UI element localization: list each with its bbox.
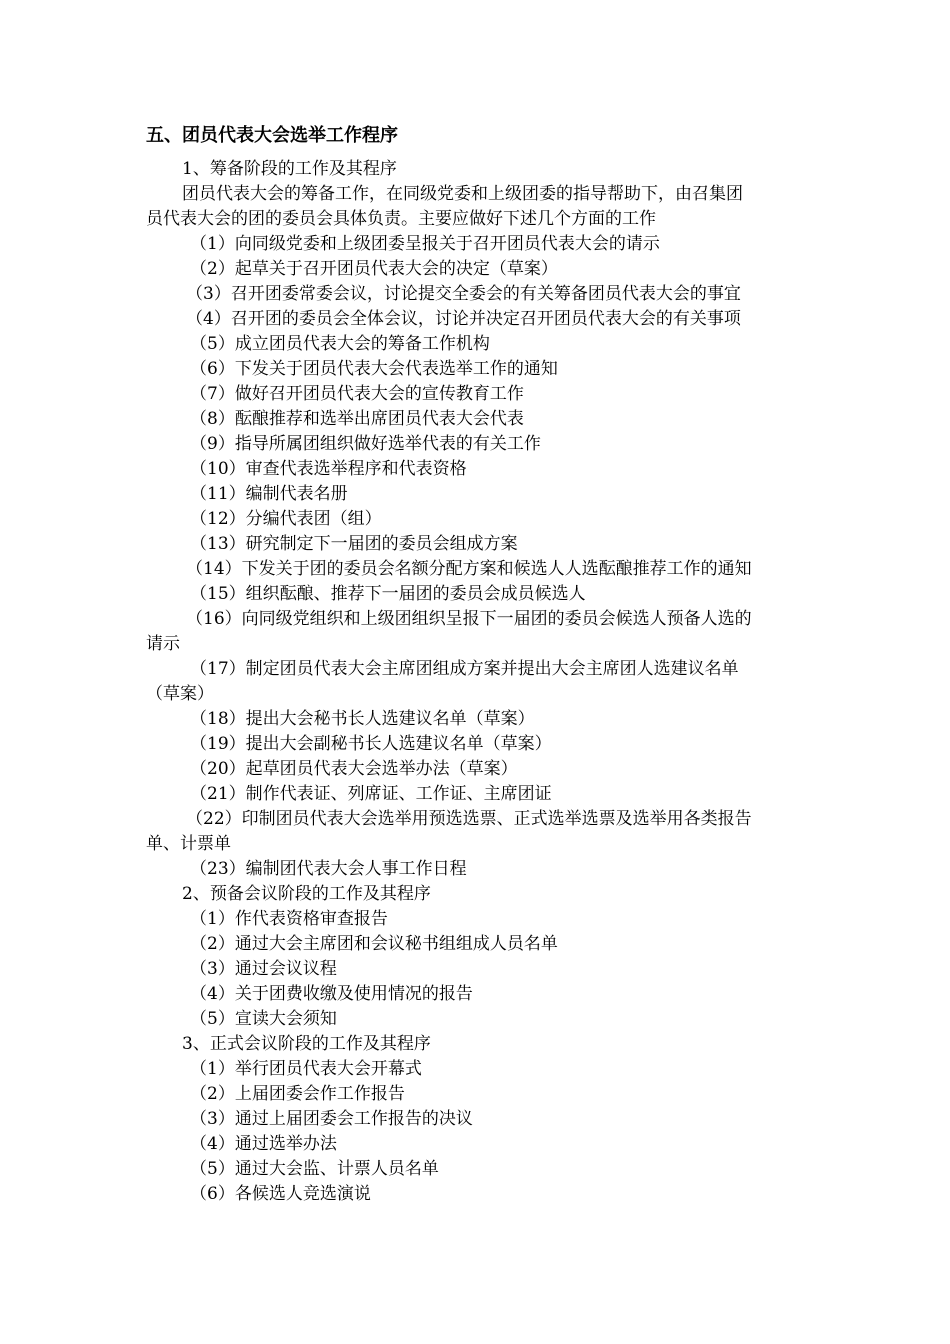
document-body <box>146 157 810 1207</box>
list-item: （21）制作代表证、列席证、工作证、主席团证 <box>190 784 552 804</box>
list-item: （14）下发关于团的委员会名额分配方案和候选人人选酝酿推荐工作的通知 <box>186 559 752 579</box>
text-line: 请示 <box>146 634 180 654</box>
subsection-heading: 3、正式会议阶段的工作及其程序 <box>182 1034 431 1054</box>
list-item: （4）关于团费收缴及使用情况的报告 <box>190 984 473 1004</box>
list-item: （13）研究制定下一届团的委员会组成方案 <box>190 534 518 554</box>
list-item: （2）通过大会主席团和会议秘书组组成人员名单 <box>190 934 558 954</box>
list-item: （16）向同级党组织和上级团组织呈报下一届团的委员会候选人预备人选的 <box>186 609 752 629</box>
list-item: （3）召开团委常委会议，讨论提交全委会的有关筹备团员代表大会的事宜 <box>186 284 741 304</box>
list-item: （18）提出大会秘书长人选建议名单（草案） <box>190 709 535 729</box>
list-item: （1）作代表资格审查报告 <box>190 909 388 929</box>
list-item: （15）组织酝酿、推荐下一届团的委员会成员候选人 <box>190 584 586 604</box>
list-item: （7）做好召开团员代表大会的宣传教育工作 <box>190 384 524 404</box>
list-item: （8）酝酿推荐和选举出席团员代表大会代表 <box>190 409 524 429</box>
list-item: （11）编制代表名册 <box>190 484 348 504</box>
list-item: （6）下发关于团员代表大会代表选举工作的通知 <box>190 359 558 379</box>
list-item: （4）通过选举办法 <box>190 1134 337 1154</box>
list-item: （2）上届团委会作工作报告 <box>190 1084 405 1104</box>
subsection-heading: 2、预备会议阶段的工作及其程序 <box>182 884 431 904</box>
list-item: （19）提出大会副秘书长人选建议名单（草案） <box>190 734 552 754</box>
list-item: （1）向同级党委和上级团委呈报关于召开团员代表大会的请示 <box>190 234 660 254</box>
list-item: （4）召开团的委员会全体会议，讨论并决定召开团员代表大会的有关事项 <box>186 309 741 329</box>
list-item: （3）通过上届团委会工作报告的决议 <box>190 1109 473 1129</box>
list-item: （3）通过会议议程 <box>190 959 337 979</box>
list-item: （1）举行团员代表大会开幕式 <box>190 1059 422 1079</box>
list-item: （9）指导所属团组织做好选举代表的有关工作 <box>190 434 541 454</box>
list-item: （22）印制团员代表大会选举用预选选票、正式选举选票及选举用各类报告 <box>186 809 752 829</box>
subsection-heading: 1、筹备阶段的工作及其程序 <box>182 159 397 179</box>
text-line: 单、计票单 <box>146 834 231 854</box>
paragraph-line: 团员代表大会的筹备工作，在同级党委和上级团委的指导帮助下，由召集团 <box>182 184 743 204</box>
list-item: （23）编制团代表大会人事工作日程 <box>190 859 467 879</box>
list-item: （10）审查代表选举程序和代表资格 <box>190 459 467 479</box>
list-item: （2）起草关于召开团员代表大会的决定（草案） <box>190 259 558 279</box>
list-item: （5）通过大会监、计票人员名单 <box>190 1159 439 1179</box>
list-item: （12）分编代表团（组） <box>190 509 382 529</box>
list-item: （6）各候选人竞选演说 <box>190 1184 371 1204</box>
section-heading: 五、团员代表大会选举工作程序 <box>146 125 398 146</box>
text-line: （草案） <box>146 684 214 704</box>
text-line: 员代表大会的团的委员会具体负责。主要应做好下述几个方面的工作 <box>146 209 656 229</box>
list-item: （5）宣读大会须知 <box>190 1009 337 1029</box>
list-item: （5）成立团员代表大会的筹备工作机构 <box>190 334 490 354</box>
list-item: （17）制定团员代表大会主席团组成方案并提出大会主席团人选建议名单 <box>190 659 739 679</box>
list-item: （20）起草团员代表大会选举办法（草案） <box>190 759 518 779</box>
